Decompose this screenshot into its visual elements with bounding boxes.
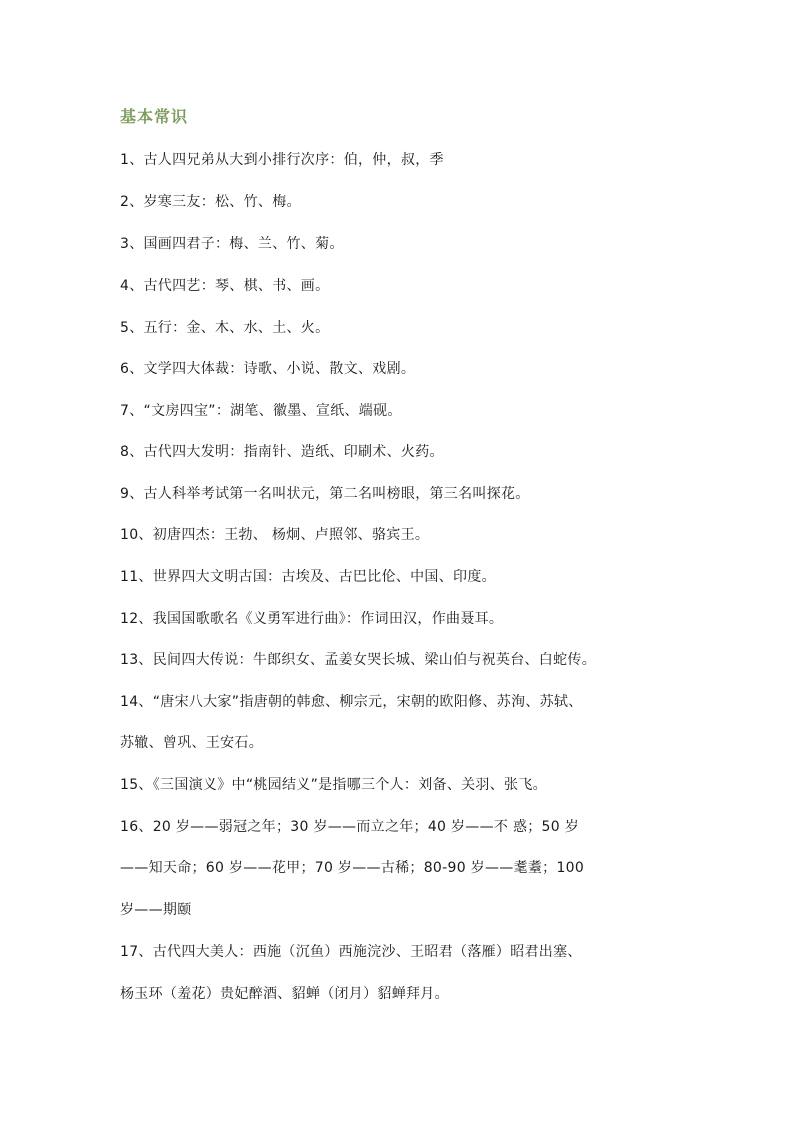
text-line: 3、国画四君子：梅、兰、竹、菊。	[120, 236, 344, 252]
text-line: 2、岁寒三友：松、竹、梅。	[120, 194, 301, 210]
text-line: 14、“唐宋八大家”指唐朝的韩愈、柳宗元，宋朝的欧阳修、苏洵、苏轼、	[120, 694, 583, 710]
text-line: 16、20 岁——弱冠之年；30 岁——而立之年；40 岁——不 惑；50 岁	[120, 819, 580, 835]
text-line: 8、古代四大发明：指南针、造纸、印刷术、火药。	[120, 444, 444, 460]
text-line: 17、古代四大美人：西施（沉鱼）西施浣沙、王昭君（落雁）昭君出塞、	[120, 944, 582, 960]
text-line: 7、“文房四宝”：湖笔、徽墨、宣纸、端砚。	[120, 403, 402, 419]
text-line: 5、五行：金、木、水、土、火。	[120, 320, 330, 336]
text-line: 11、世界四大文明古国：古埃及、古巴比伦、中国、印度。	[120, 569, 496, 585]
text-line: 12、我国国歌歌名《义勇军进行曲》：作词田汉，作曲聂耳。	[120, 611, 504, 627]
text-line: 13、民间四大传说：牛郎织女、孟姜女哭长城、梁山伯与祝英台、白蛇传。	[120, 652, 597, 668]
section-heading: 基本常识	[120, 107, 189, 126]
text-line: 苏辙、曾巩、王安石。	[120, 735, 263, 751]
text-line: 1、古人四兄弟从大到小排行次序：伯，仲，叔，季	[120, 152, 444, 168]
text-line: 4、古代四艺：琴、棋、书、画。	[120, 278, 330, 294]
text-line: 9、古人科举考试第一名叫状元，第二名叫榜眼，第三名叫探花。	[120, 486, 530, 502]
text-line: 杨玉环（羞花）贵妃醉酒、貂蝉（闭月）貂蝉拜月。	[120, 986, 449, 1002]
text-line: 岁——期颐	[120, 902, 192, 918]
text-line: ——知天命；60 岁——花甲；70 岁——古稀；80-90 岁——耄耋；100	[120, 860, 585, 876]
text-line: 6、文学四大体裁：诗歌、小说、散文、戏剧。	[120, 361, 416, 377]
text-line: 10、初唐四杰：王勃、 杨炯、卢照邻、骆宾王。	[120, 527, 430, 543]
text-line: 15、《三国演义》中“桃园结义”是指哪三个人：刘备、关羽、张飞。	[120, 777, 547, 793]
